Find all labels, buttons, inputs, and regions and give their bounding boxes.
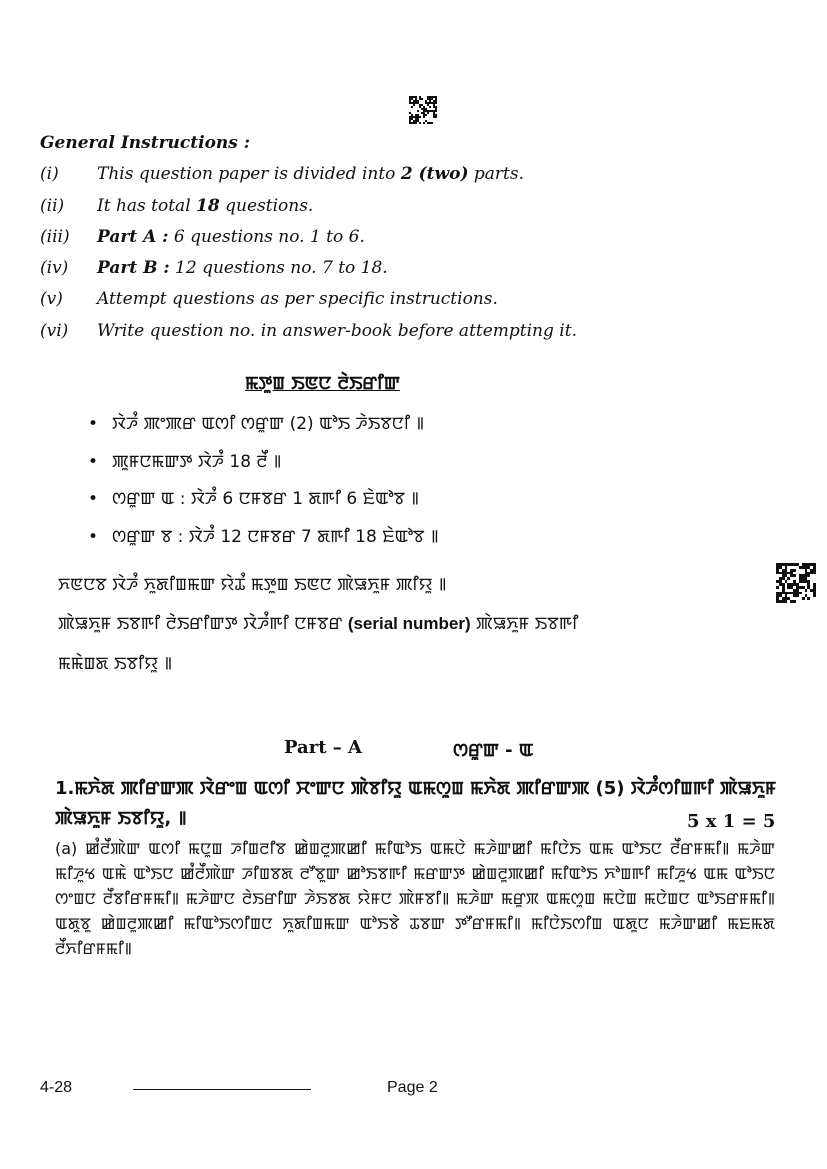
instruction-number: (vi)	[40, 321, 69, 341]
footer-divider	[133, 1089, 311, 1090]
bullet-dot-icon: •	[88, 452, 99, 472]
instruction-text: Write question no. in answer-book before attempting it.	[97, 321, 577, 341]
qr-code-side	[776, 563, 816, 603]
bullet-dot-icon: •	[88, 489, 99, 509]
manipuri-paragraph-1: ꯈꯟꯅꯕ ꯋꯥꯍꯪ ꯈꯨꯗꯤꯡꯃꯛ ꯌꯥꯊꯪ ꯃꯇꯨꯡ ꯏꯟꯅ ꯄꯥꯎꯈꯨꯝ ꯄꯤꯌꯨ ꯫	[58, 575, 447, 595]
instruction-number: (iv)	[40, 258, 69, 278]
part-a-heading-manipuri: ꯁꯔꯨꯛ - ꯑ	[453, 740, 534, 761]
instruction-text: Part A : 6 questions no. 1 to 6.	[97, 227, 365, 247]
instruction-text: Attempt questions as per specific instructions.	[97, 289, 498, 309]
manipuri-paragraph-2: ꯄꯥꯎꯈꯨꯝ ꯏꯕꯒꯤ ꯂꯥꯏꯔꯤꯛꯇ ꯋꯥꯍꯪꯒꯤ ꯅꯝꯕꯔ (serial number) ꯄꯥꯎꯈꯨꯝ ꯏꯕꯒꯤ	[58, 614, 579, 634]
instruction-number: (i)	[40, 164, 59, 184]
manipuri-bullet: • ꯄꯨꯝꯅꯃꯛꯇ ꯋꯥꯍꯪ 18 ꯂꯩ ꯫	[88, 452, 282, 472]
instruction-number: (v)	[40, 289, 63, 309]
question-1-line-1: 1.ꯃꯈꯥꯗ ꯄꯤꯔꯛꯄ ꯋꯥꯔꯦꯡ ꯑꯁꯤ ꯆꯦꯛꯅ ꯄꯥꯕꯤꯌꯨ ꯑꯃꯁꯨꯡ ꯃꯈꯥꯗ ꯄꯤꯔꯛꯄ (5) ꯋꯥꯍꯪꯁꯤꯡꯒꯤ ꯄꯥꯎꯈꯨꯝ	[55, 778, 777, 799]
instruction-text: Part B : 12 questions no. 7 to 18.	[97, 258, 388, 278]
paper-code: 4-28	[40, 1079, 73, 1096]
manipuri-paragraph-3: ꯃꯃꯥꯡꯗ ꯏꯕꯤꯌꯨ ꯫	[58, 654, 173, 674]
instruction-text: This question paper is divided into 2 (two) parts.	[97, 164, 525, 184]
manipuri-instructions-heading: ꯃꯇꯨꯡ ꯏꯟꯅ ꯂꯥꯏꯔꯤꯛ	[245, 373, 400, 394]
question-1-marks: 5 x 1 = 5	[687, 811, 776, 832]
bullet-dot-icon: •	[88, 527, 99, 547]
instruction-text: It has total 18 questions.	[97, 196, 314, 216]
part-a-heading: Part – A	[284, 737, 363, 758]
general-instructions-heading: General Instructions :	[40, 133, 251, 153]
manipuri-bullet: • ꯁꯔꯨꯛ ꯕ : ꯋꯥꯍꯪ 12 ꯅꯝꯕꯔ 7 ꯗꯒꯤ 18 ꯐꯥꯑꯣꯕ ꯫	[88, 527, 439, 547]
manipuri-bullet: • ꯋꯥꯍꯪ ꯄꯦꯄꯔ ꯑꯁꯤ ꯁꯔꯨꯛ (2) ꯑꯣꯏ ꯍꯥꯏꯕꯅꯤ ꯫	[88, 414, 425, 434]
manipuri-bullet: • ꯁꯔꯨꯛ ꯑ : ꯋꯥꯍꯪ 6 ꯅꯝꯕꯔ 1 ꯗꯒꯤ 6 ꯐꯥꯑꯣꯕ ꯫	[88, 489, 419, 509]
instruction-number: (ii)	[40, 196, 65, 216]
bullet-dot-icon: •	[88, 414, 99, 434]
qr-code-top	[409, 96, 437, 124]
question-1-passage: (a) ꯀꯪꯂꯩꯄꯥꯛ ꯑꯁꯤ ꯃꯅꯨꯡ ꯍꯤꯡꯂꯤꯕ ꯀꯥꯡꯂꯨꯄꯀꯤ ꯃꯤꯑꯣꯏ ꯑꯃꯅꯥ ꯃꯍꯥꯛꯀꯤ ꯃꯤꯅꯥꯏ ꯑꯃ ꯑꯣꯏꯅ ꯂꯩꯔꯝꯃꯤ꯫ ꯃꯍꯥꯛ ꯃꯤꯍꯨꯠ ꯑꯃꯥ ꯑꯣꯏꯅ ꯀꯪꯂꯩꯄꯥꯛ ꯍꯤꯡꯕꯗ ꯂꯧꯕꯨꯛ ꯀꯣꯏꯕꯒꯤ ꯃꯔꯛꯇ ꯀꯥꯡꯂꯨꯄꯀꯤ ꯃꯤꯑꯣꯏ ꯈꯣꯡꯒꯤ ꯃꯤꯍꯨꯠ ꯑꯃ ꯑꯣꯏꯅ ꯁꯦꯡꯅ ꯂꯩꯕꯤꯔꯝꯃꯤ꯫ ꯃꯍꯥꯛꯅ ꯂꯥꯏꯔꯤꯛ ꯍꯥꯏꯕꯗ ꯌꯥꯝꯅ ꯄꯥꯝꯕꯤ꯫ ꯃꯍꯥꯛ ꯃꯔꯨꯞ ꯑꯃꯁꯨꯡ ꯃꯅꯥꯡ ꯃꯅꯥꯡꯅ ꯑꯣꯏꯔꯝꯃꯤ꯫ ꯑꯗꯨꯕꯨ ꯀꯥꯡꯂꯨꯄꯀꯤ ꯃꯤꯑꯣꯏꯁꯤꯡꯅ ꯈꯨꯗꯤꯡꯃꯛ ꯑꯣꯏꯕꯥ ꯊꯕꯛ ꯇꯧꯔꯝꯃꯤ꯫ ꯃꯤꯅꯥꯏꯁꯤꯡ ꯑꯗꯨꯅ ꯃꯍꯥꯛꯀꯤ ꯃꯐꯃꯗ ꯂꯩꯈꯤꯔꯝꯃꯤ꯫	[55, 839, 775, 958]
instruction-number: (iii)	[40, 227, 70, 247]
question-1-line-2: ꯄꯥꯎꯈꯨꯝ ꯏꯕꯤꯌꯨ, ꯫	[55, 808, 187, 829]
page-number: Page 2	[387, 1079, 438, 1096]
